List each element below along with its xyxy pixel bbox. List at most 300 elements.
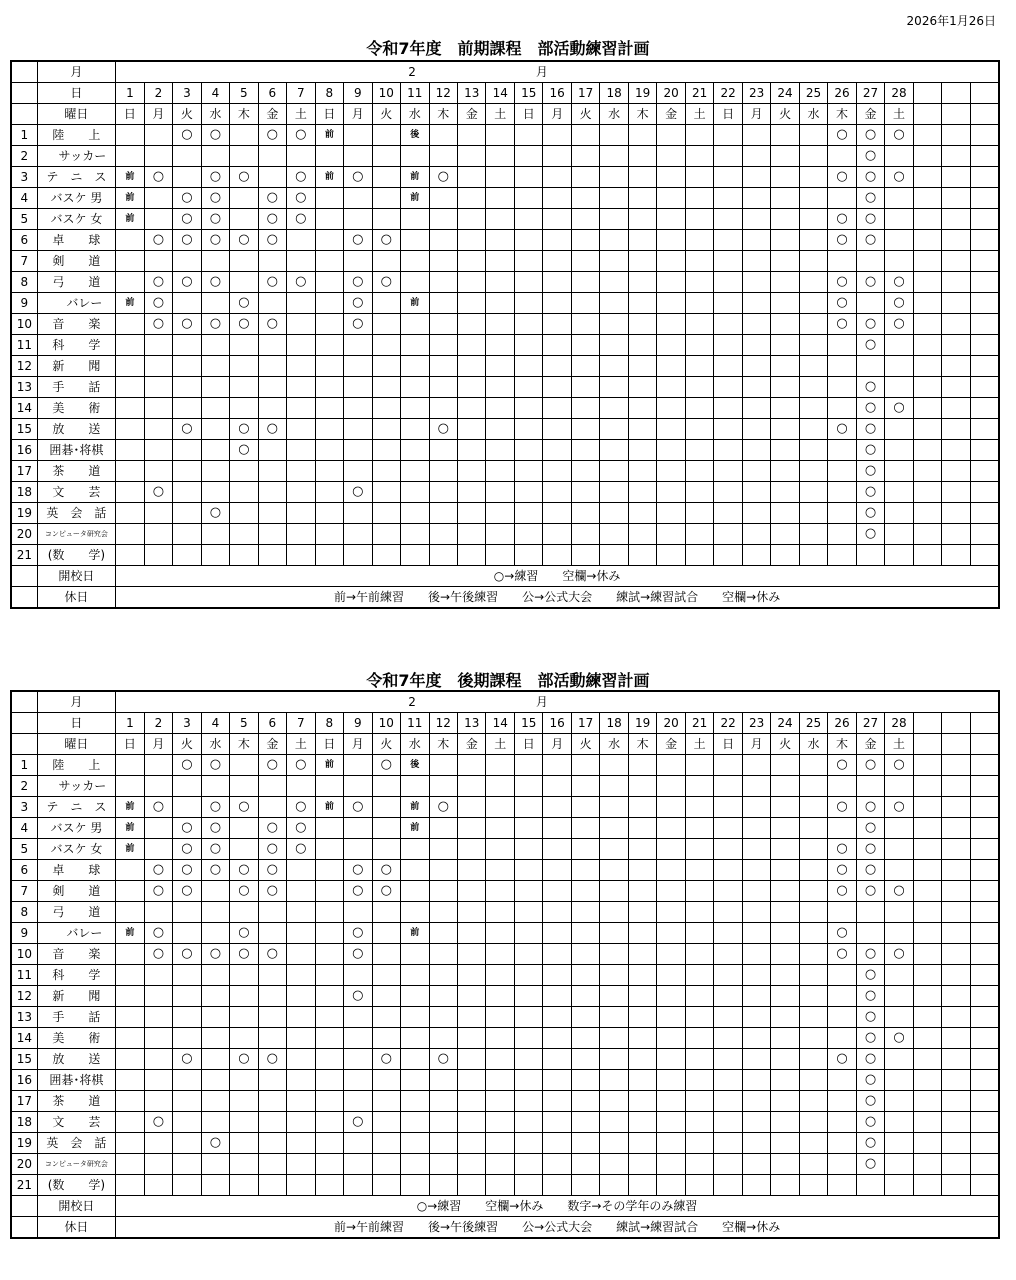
schedule-cell	[628, 524, 656, 545]
schedule-mark: ○	[429, 167, 457, 188]
schedule-cell	[657, 1133, 685, 1154]
schedule-cell	[401, 272, 429, 293]
schedule-mark: ○	[201, 125, 229, 146]
schedule-cell	[486, 965, 514, 986]
schedule-cell	[771, 1070, 799, 1091]
schedule-cell	[486, 1070, 514, 1091]
schedule-cell	[258, 1070, 286, 1091]
club-name: (数 学)	[37, 545, 116, 566]
schedule-cell	[344, 377, 372, 398]
schedule-cell	[458, 944, 486, 965]
schedule-cell	[885, 461, 913, 482]
schedule-cell	[514, 335, 542, 356]
club-row	[11, 776, 999, 797]
weekday-cell: 木	[828, 734, 856, 755]
schedule-cell	[885, 923, 913, 944]
weekday-cell: 金	[657, 104, 685, 125]
schedule-cell	[771, 251, 799, 272]
holiday-row	[11, 587, 999, 609]
club-name: 英 会 話	[37, 1133, 116, 1154]
schedule-cell	[116, 125, 144, 146]
schedule-mark: ○	[885, 167, 913, 188]
schedule-cell	[514, 461, 542, 482]
day-number: 16	[543, 713, 571, 734]
schedule-cell	[315, 860, 343, 881]
schedule-cell	[514, 251, 542, 272]
schedule-cell	[885, 860, 913, 881]
schedule-cell	[116, 1175, 144, 1196]
schedule-cell	[230, 335, 258, 356]
schedule-cell	[628, 503, 656, 524]
day-number: 9	[344, 713, 372, 734]
schedule-cell	[600, 524, 628, 545]
schedule-cell	[685, 314, 713, 335]
schedule-cell	[372, 314, 400, 335]
schedule-cell	[799, 125, 827, 146]
club-name: バスケ 女	[37, 209, 116, 230]
schedule-cell	[543, 1112, 571, 1133]
schedule-cell	[258, 797, 286, 818]
schedule-cell	[885, 335, 913, 356]
schedule-cell	[372, 188, 400, 209]
schedule-cell	[287, 923, 315, 944]
schedule-cell	[828, 1112, 856, 1133]
schedule-cell	[628, 251, 656, 272]
schedule-cell	[315, 776, 343, 797]
schedule-cell	[543, 524, 571, 545]
schedule-cell	[372, 398, 400, 419]
schedule-cell	[486, 1028, 514, 1049]
schedule-mark: ○	[258, 818, 286, 839]
club-name: 音 楽	[37, 314, 116, 335]
schedule-cell	[799, 251, 827, 272]
schedule-cell	[372, 1007, 400, 1028]
club-name: 新 聞	[37, 356, 116, 377]
schedule-cell	[799, 797, 827, 818]
schedule-cell	[771, 524, 799, 545]
schedule-cell	[628, 335, 656, 356]
schedule-cell	[714, 440, 742, 461]
row-number: 6	[11, 860, 37, 881]
schedule-mark: ○	[173, 881, 201, 902]
schedule-cell	[287, 503, 315, 524]
schedule-cell	[116, 419, 144, 440]
schedule-cell	[771, 503, 799, 524]
schedule-cell	[486, 797, 514, 818]
schedule-cell	[628, 902, 656, 923]
schedule-cell	[799, 1007, 827, 1028]
schedule-cell	[486, 1112, 514, 1133]
weekday-cell: 木	[429, 734, 457, 755]
day-number: 11	[401, 713, 429, 734]
weekday-cell: 月	[144, 734, 172, 755]
schedule-cell	[372, 923, 400, 944]
schedule-cell	[885, 818, 913, 839]
schedule-cell	[201, 881, 229, 902]
schedule-cell	[258, 902, 286, 923]
schedule-cell	[543, 797, 571, 818]
row-number: 20	[11, 1154, 37, 1175]
schedule-cell	[742, 503, 770, 524]
schedule-cell	[543, 419, 571, 440]
schedule-cell	[885, 1133, 913, 1154]
schedule-cell	[514, 419, 542, 440]
schedule-cell	[429, 1175, 457, 1196]
schedule-cell	[372, 125, 400, 146]
day-number: 23	[742, 83, 770, 104]
schedule-cell	[287, 1070, 315, 1091]
schedule-cell	[458, 986, 486, 1007]
schedule-cell	[514, 272, 542, 293]
schedule-mark: ○	[287, 209, 315, 230]
schedule-cell	[571, 776, 599, 797]
weekday-cell: 金	[856, 734, 884, 755]
schedule-cell	[287, 482, 315, 503]
schedule-cell	[685, 335, 713, 356]
schedule-cell	[543, 146, 571, 167]
schedule-cell	[230, 545, 258, 566]
schedule-cell	[372, 146, 400, 167]
schedule-cell	[771, 188, 799, 209]
schedule-mark: ○	[828, 881, 856, 902]
schedule-mark: ○	[828, 272, 856, 293]
club-name: 剣 道	[37, 251, 116, 272]
schedule-cell	[657, 860, 685, 881]
row-number: 1	[11, 755, 37, 776]
schedule-cell	[571, 1091, 599, 1112]
day-number: 24	[771, 713, 799, 734]
schedule-cell	[514, 902, 542, 923]
weekday-row	[11, 734, 999, 755]
schedule-cell	[287, 293, 315, 314]
weekday-row	[11, 104, 999, 125]
schedule-mark: ○	[856, 398, 884, 419]
schedule-cell	[543, 986, 571, 1007]
schedule-cell	[429, 230, 457, 251]
club-row	[11, 524, 999, 545]
schedule-cell	[799, 839, 827, 860]
schedule-cell	[828, 356, 856, 377]
schedule-cell	[600, 125, 628, 146]
schedule-cell	[173, 965, 201, 986]
schedule-mark: ○	[372, 755, 400, 776]
schedule-mark: 前	[401, 923, 429, 944]
schedule-mark: ○	[856, 797, 884, 818]
schedule-cell	[714, 923, 742, 944]
schedule-cell	[657, 545, 685, 566]
schedule-cell	[514, 314, 542, 335]
schedule-cell	[514, 944, 542, 965]
row-number: 4	[11, 188, 37, 209]
schedule-cell	[571, 188, 599, 209]
day-number: 24	[771, 83, 799, 104]
schedule-cell	[885, 356, 913, 377]
schedule-mark: ○	[144, 482, 172, 503]
schedule-cell	[885, 776, 913, 797]
schedule-cell	[657, 1154, 685, 1175]
schedule-cell	[486, 251, 514, 272]
schedule-cell	[514, 1091, 542, 1112]
schedule-cell	[258, 776, 286, 797]
schedule-cell	[258, 293, 286, 314]
schedule-cell	[401, 146, 429, 167]
schedule-cell	[429, 272, 457, 293]
schedule-mark: 前	[315, 797, 343, 818]
schedule-cell	[771, 755, 799, 776]
schedule-cell	[856, 356, 884, 377]
row-number: 9	[11, 293, 37, 314]
month-row	[11, 61, 999, 83]
schedule-cell	[543, 398, 571, 419]
holiday-legend: 前→午前練習 後→午後練習 公→公式大会 練試→練習試合 空欄→休み	[116, 587, 999, 609]
schedule-cell	[685, 986, 713, 1007]
day-number: 6	[258, 713, 286, 734]
schedule-cell	[201, 545, 229, 566]
schedule-cell	[657, 377, 685, 398]
day-number: 2	[144, 713, 172, 734]
schedule-cell	[714, 1049, 742, 1070]
schedule-cell	[543, 839, 571, 860]
schedule-mark: ○	[828, 230, 856, 251]
schedule-cell	[315, 1112, 343, 1133]
schedule-cell	[315, 440, 343, 461]
schedule-cell	[486, 272, 514, 293]
schedule-cell	[771, 881, 799, 902]
schedule-cell	[742, 1154, 770, 1175]
schedule-cell	[201, 146, 229, 167]
row-number: 18	[11, 1112, 37, 1133]
schedule-mark: 前	[116, 188, 144, 209]
schedule-cell	[885, 1112, 913, 1133]
month-label: 月	[535, 695, 548, 709]
schedule-mark: ○	[258, 839, 286, 860]
schedule-cell	[458, 356, 486, 377]
schedule-cell	[429, 1112, 457, 1133]
weekday-cell: 火	[771, 104, 799, 125]
schedule-cell	[714, 482, 742, 503]
schedule-mark: ○	[885, 755, 913, 776]
schedule-cell	[429, 776, 457, 797]
schedule-cell	[144, 398, 172, 419]
schedule-cell	[401, 398, 429, 419]
schedule-mark: ○	[856, 881, 884, 902]
day-number: 7	[287, 713, 315, 734]
day-number: 6	[258, 83, 286, 104]
schedule-cell	[543, 230, 571, 251]
weekday-cell: 木	[628, 104, 656, 125]
schedule-cell	[116, 1154, 144, 1175]
holiday-label: 休日	[37, 1217, 116, 1239]
schedule-cell	[771, 419, 799, 440]
schedule-cell	[742, 377, 770, 398]
schedule-cell	[372, 1175, 400, 1196]
schedule-cell	[144, 986, 172, 1007]
schedule-cell	[144, 125, 172, 146]
schedule-cell	[201, 965, 229, 986]
schedule-cell	[315, 356, 343, 377]
open-day-row	[11, 566, 999, 587]
schedule-cell	[571, 839, 599, 860]
schedule-mark: ○	[201, 188, 229, 209]
schedule-cell	[201, 335, 229, 356]
row-number: 7	[11, 881, 37, 902]
schedule-mark: ○	[885, 398, 913, 419]
schedule-cell	[344, 1133, 372, 1154]
schedule-cell	[315, 272, 343, 293]
weekday-cell: 木	[230, 104, 258, 125]
schedule-mark: ○	[287, 839, 315, 860]
schedule-cell	[571, 398, 599, 419]
schedule-cell	[344, 1154, 372, 1175]
schedule-cell	[315, 839, 343, 860]
schedule-cell	[771, 356, 799, 377]
schedule-cell	[315, 461, 343, 482]
schedule-mark: ○	[856, 503, 884, 524]
schedule-cell	[486, 419, 514, 440]
schedule-mark: ○	[201, 272, 229, 293]
schedule-cell	[514, 1154, 542, 1175]
schedule-cell	[486, 503, 514, 524]
schedule-mark: ○	[856, 1154, 884, 1175]
schedule-cell	[514, 188, 542, 209]
schedule-cell	[514, 965, 542, 986]
schedule-mark: ○	[372, 881, 400, 902]
schedule-cell	[401, 839, 429, 860]
schedule-mark: ○	[173, 839, 201, 860]
schedule-cell	[799, 440, 827, 461]
schedule-mark: ○	[230, 230, 258, 251]
schedule-cell	[315, 1154, 343, 1175]
schedule-cell	[372, 503, 400, 524]
schedule-cell	[458, 314, 486, 335]
schedule-cell	[657, 314, 685, 335]
schedule-cell	[856, 902, 884, 923]
schedule-table-early	[10, 60, 1000, 609]
day-number: 7	[287, 83, 315, 104]
schedule-cell	[885, 524, 913, 545]
schedule-cell	[116, 272, 144, 293]
schedule-cell	[543, 1049, 571, 1070]
schedule-cell	[514, 818, 542, 839]
schedule-cell	[799, 1112, 827, 1133]
schedule-cell	[657, 524, 685, 545]
schedule-mark: ○	[344, 860, 372, 881]
schedule-cell	[885, 482, 913, 503]
schedule-cell	[429, 503, 457, 524]
schedule-cell	[458, 881, 486, 902]
schedule-cell	[201, 293, 229, 314]
schedule-cell	[258, 1175, 286, 1196]
weekday-cell: 木	[628, 734, 656, 755]
weekday-cell: 日	[514, 734, 542, 755]
row-number: 10	[11, 944, 37, 965]
schedule-cell	[287, 1049, 315, 1070]
schedule-cell	[144, 440, 172, 461]
weekday-cell: 日	[116, 104, 144, 125]
club-row	[11, 818, 999, 839]
schedule-cell	[628, 377, 656, 398]
schedule-cell	[799, 377, 827, 398]
schedule-cell	[486, 986, 514, 1007]
schedule-mark: ○	[885, 881, 913, 902]
schedule-cell	[315, 398, 343, 419]
schedule-mark: ○	[173, 755, 201, 776]
schedule-cell	[771, 272, 799, 293]
row-number: 2	[11, 776, 37, 797]
schedule-cell	[372, 776, 400, 797]
schedule-mark: ○	[287, 167, 315, 188]
schedule-cell	[799, 188, 827, 209]
schedule-cell	[600, 1112, 628, 1133]
row-number: 15	[11, 1049, 37, 1070]
schedule-cell	[771, 818, 799, 839]
schedule-cell	[628, 818, 656, 839]
schedule-cell	[344, 146, 372, 167]
title-late-course: 令和7年度 後期課程 部活動練習計画	[366, 671, 650, 690]
schedule-cell	[543, 335, 571, 356]
schedule-mark: ○	[144, 923, 172, 944]
schedule-mark: 前	[116, 839, 144, 860]
weekday-cell: 土	[287, 734, 315, 755]
schedule-cell	[144, 419, 172, 440]
schedule-cell	[287, 461, 315, 482]
schedule-mark: ○	[885, 797, 913, 818]
schedule-cell	[486, 188, 514, 209]
schedule-cell	[486, 461, 514, 482]
schedule-cell	[685, 272, 713, 293]
day-number: 13	[458, 83, 486, 104]
schedule-cell	[657, 1028, 685, 1049]
schedule-cell	[344, 125, 372, 146]
schedule-mark: ○	[173, 314, 201, 335]
schedule-cell	[657, 188, 685, 209]
schedule-cell	[458, 1049, 486, 1070]
open-day-label: 開校日	[37, 1196, 116, 1217]
weekday-cell: 月	[543, 734, 571, 755]
schedule-cell	[514, 209, 542, 230]
club-name: 科 学	[37, 335, 116, 356]
schedule-cell	[372, 524, 400, 545]
schedule-cell	[799, 419, 827, 440]
schedule-cell	[486, 524, 514, 545]
schedule-cell	[458, 398, 486, 419]
open-day-label: 開校日	[37, 566, 116, 587]
club-row	[11, 230, 999, 251]
schedule-cell	[571, 1112, 599, 1133]
schedule-cell	[486, 944, 514, 965]
schedule-cell	[315, 482, 343, 503]
row-number: 19	[11, 503, 37, 524]
club-row	[11, 923, 999, 944]
schedule-cell	[144, 776, 172, 797]
schedule-cell	[628, 314, 656, 335]
schedule-cell	[458, 545, 486, 566]
schedule-mark: ○	[201, 209, 229, 230]
club-row	[11, 1175, 999, 1196]
schedule-cell	[771, 545, 799, 566]
club-row	[11, 1028, 999, 1049]
schedule-cell	[116, 1028, 144, 1049]
schedule-mark: ○	[856, 461, 884, 482]
schedule-cell	[543, 881, 571, 902]
schedule-cell	[258, 251, 286, 272]
row-number: 1	[11, 125, 37, 146]
schedule-cell	[714, 503, 742, 524]
schedule-cell	[742, 1112, 770, 1133]
schedule-mark: ○	[144, 293, 172, 314]
schedule-cell	[116, 398, 144, 419]
schedule-cell	[173, 776, 201, 797]
